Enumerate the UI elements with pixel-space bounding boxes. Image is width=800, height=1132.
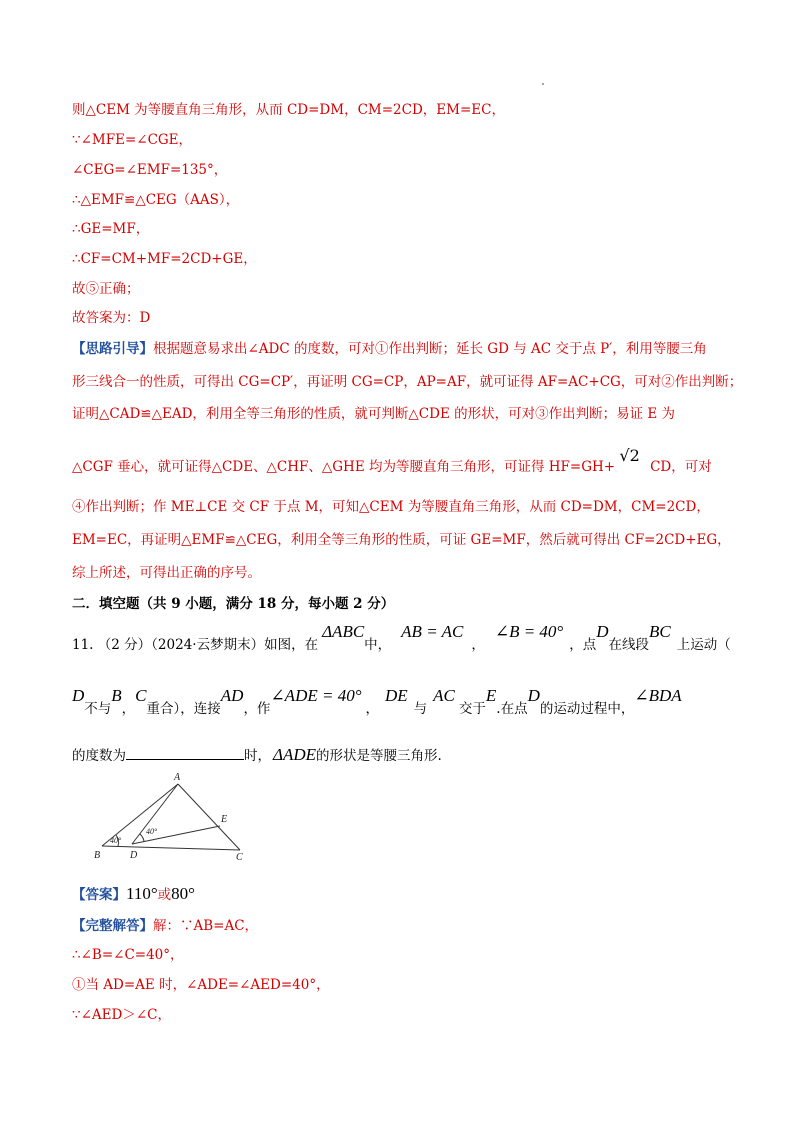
- answer-blank[interactable]: [126, 745, 244, 760]
- q-text: 与: [413, 701, 428, 717]
- segment-bc: [102, 846, 240, 850]
- hint-line-3: 证明△CAD≌△EAD，利用全等三角形的性质，就可判断△CDE 的形状，可对③作出判断；易证 E 为: [72, 406, 676, 422]
- math-d: D: [527, 686, 540, 705]
- math-ad: AD: [220, 686, 244, 705]
- math-angle-ade: ∠ADE = 40°: [270, 686, 362, 705]
- q-text: .在点: [496, 701, 528, 717]
- question-number: 11.: [72, 637, 94, 653]
- q-text: ，作: [243, 701, 271, 717]
- answer-or: 或: [157, 887, 172, 903]
- q-text: 重合），连接: [146, 701, 221, 717]
- q-text: ，: [471, 637, 485, 653]
- solution-line-4: ∵∠AED＞∠C，: [72, 1007, 171, 1023]
- segment-ac: [178, 784, 240, 850]
- hint-line-5: ④作出判断；作 ME⊥CE 交 CF 于点 M，可知△CEM 为等腰直角三角形，从而 CD=DM，CM=2CD，: [72, 499, 710, 515]
- q-text: ，: [121, 701, 136, 717]
- solution-text-1: 解：∵AB=AC，: [153, 918, 259, 934]
- hint-text-4a: △CGF 垂心，就可证得△CDE、△CHF、△GHE 均为等腰直角三角形，可证得 HF=GH+: [72, 459, 616, 475]
- label-b: B: [94, 850, 101, 861]
- question-source: （2024·云梦期末）: [151, 637, 265, 653]
- solution-line-1: [72, 916, 258, 936]
- solution-line-3: ①当 AD=AE 时，∠ADE=∠AED=40°，: [72, 977, 330, 993]
- q-text: 在线段: [608, 637, 650, 653]
- question-line-2: [72, 686, 682, 719]
- proof-line-4: ∴△EMF≌△CEG（AAS），: [72, 192, 240, 208]
- math-ac: AC: [433, 686, 455, 705]
- math-d: D: [72, 686, 85, 705]
- sqrt-two: √2: [619, 446, 640, 465]
- math-angle-bda: ∠BDA: [634, 686, 682, 705]
- proof-line-2: ∵∠MFE=∠CGE，: [72, 132, 193, 148]
- math-de: DE: [385, 686, 408, 705]
- proof-line-7: 故⑤正确；: [72, 281, 140, 297]
- answer-line: [72, 884, 195, 905]
- math-triangle-abc: ΔABC: [322, 622, 365, 641]
- proof-line-1: 则△CEM 为等腰直角三角形，从而 CD=DM，CM=2CD，EM=EC，: [72, 102, 505, 118]
- q-text: 的形状是等腰三角形.: [316, 748, 442, 764]
- question-score: （2 分）: [97, 637, 152, 653]
- math-c: C: [135, 686, 147, 705]
- proof-line-5: ∴GE=MF，: [72, 221, 150, 237]
- math-e: E: [485, 686, 497, 705]
- math-bc: BC: [649, 622, 671, 641]
- hint-label: 【思路引导】: [72, 341, 153, 357]
- answer-value-1: 110°: [126, 884, 158, 903]
- q-text: 时，: [244, 748, 271, 764]
- q-text: ，点: [569, 637, 597, 653]
- question-line-3: [72, 745, 442, 766]
- proof-line-6: ∴CF=CM+MF=2CD+GE，: [72, 251, 257, 267]
- math-triangle-ade: ΔADE: [273, 745, 317, 764]
- proof-line-8: 故答案为：D: [72, 310, 151, 326]
- angle-arc-d: [140, 834, 144, 842]
- angle-d-label: 40°: [146, 827, 158, 836]
- scan-dot: [542, 83, 544, 85]
- angle-b-label: 40°: [110, 836, 122, 845]
- hint-line-4: [72, 446, 712, 477]
- q-text: 不与: [84, 701, 112, 717]
- q-text: 交于: [458, 701, 486, 717]
- label-a: A: [174, 772, 181, 783]
- q-text: 如图，在: [264, 637, 319, 653]
- hint-text-4b: CD，可对: [650, 459, 712, 475]
- math-b: B: [111, 686, 122, 705]
- proof-line-3: ∠CEG=∠EMF=135°，: [72, 162, 228, 178]
- hint-line-6: EM=EC，再证明△EMF≌△CEG，利用全等三角形的性质，可证 GE=MF，然后就可得出 CF=2CD+EG，: [72, 532, 731, 548]
- answer-value-2: 80°: [171, 884, 195, 903]
- hint-text-1: 根据题意易求出∠ADC 的度数，可对①作出判断；延长 GD 与 AC 交于点 P′，利用等腰三角: [153, 341, 707, 357]
- q-text: 的度数为: [72, 748, 126, 764]
- solution-label: 【完整解答】: [72, 918, 153, 934]
- label-d: D: [130, 850, 138, 861]
- hint-line-1: [72, 339, 707, 359]
- label-e: E: [221, 814, 228, 825]
- math-d: D: [596, 622, 609, 641]
- math-angle-b: ∠B = 40°: [494, 622, 564, 641]
- q-text: 上运动（: [676, 637, 731, 653]
- solution-line-2: ∴∠B=∠C=40°，: [72, 947, 184, 963]
- answer-label: 【答案】: [72, 887, 126, 903]
- section-title: 二．填空题（共 9 小题，满分 18 分，每小题 2 分）: [72, 596, 395, 612]
- label-c: C: [236, 852, 243, 863]
- q-text: 中，: [364, 637, 392, 653]
- question-line-1: [72, 622, 731, 655]
- hint-line-2: 形三线合一的性质，可得出 CG=CP′，再证明 CG=CP，AP=AF，就可证得 AF=AC+CG，可对②作出判断；: [72, 374, 743, 390]
- q-text: 的运动过程中，: [539, 701, 635, 717]
- q-text: ，: [365, 701, 379, 717]
- hint-line-7: 综上所述，可得出正确的序号。: [72, 565, 261, 581]
- triangle-figure: [90, 770, 260, 865]
- math-ab-eq-ac: AB = AC: [401, 622, 464, 641]
